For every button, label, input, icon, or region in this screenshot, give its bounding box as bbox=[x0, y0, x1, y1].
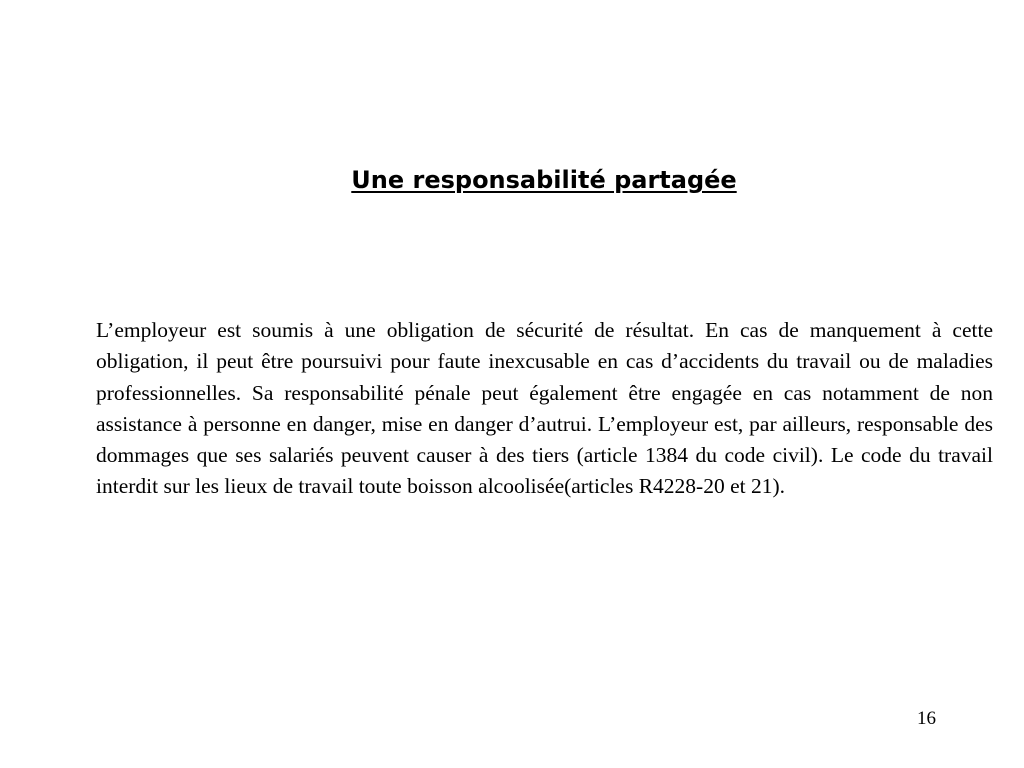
slide-body-text: L’employeur est soumis à une obligation de sécurité de résultat. En cas de manquement à cette obligation, il peut être poursuivi pour faute inexcusable en cas d’accidents du travail ou de maladies professionnelles. Sa responsabilité pénale peut également être engagée en cas notamment de non assistance à personne en danger, mise en danger d’autrui. L’employeur est, par ailleurs, responsable des dommages que ses salariés peuvent causer à des tiers (article 1384 du code civil). Le code du travail interdit sur les lieux de travail toute boisson alcoolisée(articles R4228-20 et 21). bbox=[96, 318, 993, 499]
slide-title: Une responsabilité partagée bbox=[351, 166, 737, 194]
page-number: 16 bbox=[917, 708, 936, 729]
